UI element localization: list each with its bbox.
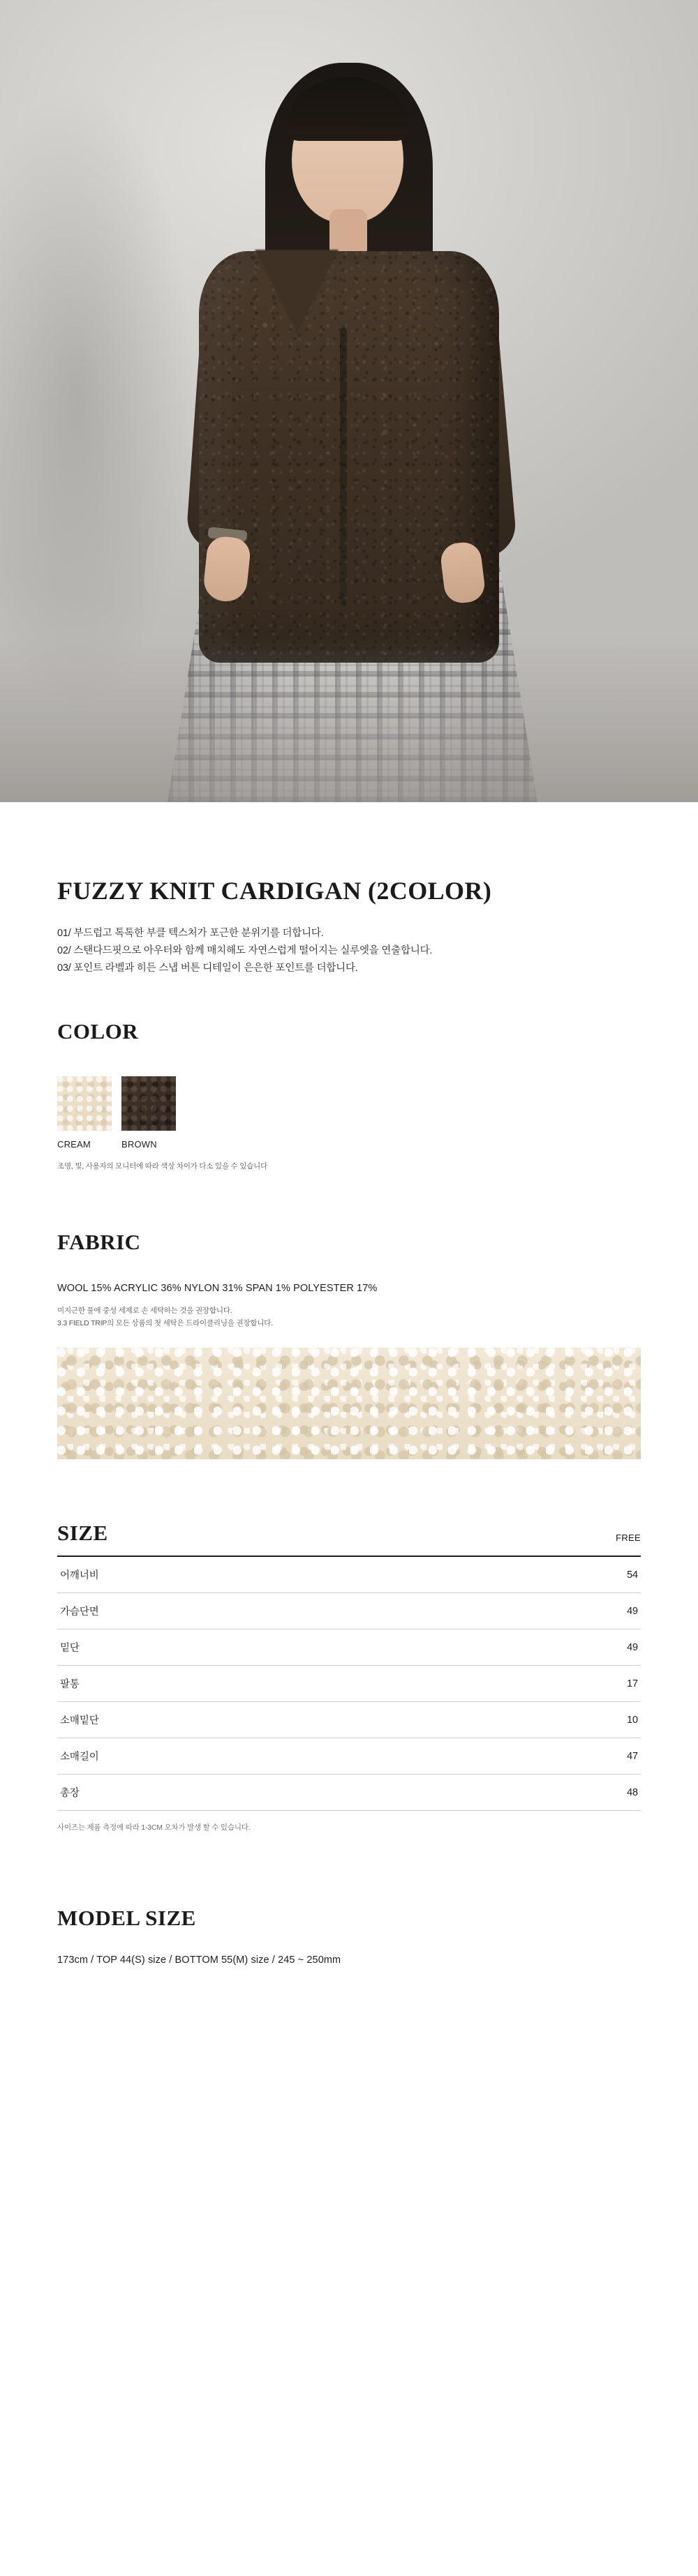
size-row-label: 팔통: [57, 1666, 481, 1702]
description-line-2: 02/ 스탠다드핏으로 아우터와 함께 매치해도 자연스럽게 떨어지는 실루엣을 연출합니다.: [57, 945, 433, 957]
size-row-value: 49: [481, 1593, 641, 1629]
color-option-cream[interactable]: [57, 1076, 112, 1150]
table-row: [57, 1593, 641, 1629]
size-row-value: 47: [481, 1738, 641, 1775]
description-line-1: 01/ 부드럽고 톡톡한 부클 텍스처가 포근한 분위기를 더합니다.: [57, 928, 324, 940]
table-row: [57, 1557, 641, 1593]
table-row: [57, 1775, 641, 1811]
size-section-heading: SIZE: [57, 1521, 108, 1546]
size-row-label: 소매밑단: [57, 1702, 481, 1738]
size-measurement-note: 사이즈는 제품 측정에 따라 1-3CM 오차가 발생 할 수 있습니다.: [57, 1823, 251, 1832]
fabric-composition: WOOL 15% ACRYLIC 36% NYLON 31% SPAN 1% POLYESTER 17%: [57, 1282, 378, 1294]
hero-product-image: [0, 0, 698, 802]
brown-swatch[interactable]: [121, 1076, 176, 1131]
detail-content: [0, 802, 698, 2049]
table-row: [57, 1666, 641, 1702]
size-row-value: 48: [481, 1775, 641, 1811]
size-row-label: 어깨너비: [57, 1557, 481, 1593]
fabric-section-heading: FABRIC: [57, 1229, 141, 1254]
table-row: [57, 1738, 641, 1775]
size-row-label: 밑단: [57, 1629, 481, 1666]
table-row: [57, 1629, 641, 1666]
cardigan-v-neckline: [255, 250, 339, 333]
fabric-care-line-2: 3.3 FIELD TRIP의 모든 상품의 첫 세탁은 드라이클리닝을 권장합니다.: [57, 1318, 273, 1327]
size-column-header-free: FREE: [616, 1532, 641, 1544]
size-row-label: 소매길이: [57, 1738, 481, 1775]
size-table-header: [57, 1521, 641, 1557]
brown-swatch-label: BROWN: [121, 1138, 157, 1150]
size-row-value: 17: [481, 1666, 641, 1702]
page-title: FUZZY KNIT CARDIGAN (2COLOR): [57, 877, 492, 905]
size-row-label: 총장: [57, 1775, 481, 1811]
size-row-value: 10: [481, 1702, 641, 1738]
product-description: [57, 925, 641, 977]
table-row: [57, 1702, 641, 1738]
cardigan-button-placket: [340, 328, 347, 607]
size-row-label: 가슴단면: [57, 1593, 481, 1629]
color-swatch-row: [57, 1076, 641, 1150]
description-line-3: 03/ 포인트 라벨과 히든 스냅 버튼 디테일이 은은한 포인트를 더합니다.: [57, 962, 358, 974]
cream-swatch[interactable]: [57, 1076, 112, 1131]
size-table: [57, 1557, 641, 1811]
color-section-heading: COLOR: [57, 1018, 139, 1044]
model-size-heading: MODEL SIZE: [57, 1905, 196, 1930]
size-row-value: 54: [481, 1557, 641, 1593]
model-size-text: 173cm / TOP 44(S) size / BOTTOM 55(M) size / 245 ~ 250mm: [57, 1954, 341, 1966]
size-row-value: 49: [481, 1629, 641, 1666]
color-option-brown[interactable]: [121, 1076, 176, 1150]
fabric-closeup-image: [57, 1348, 641, 1459]
color-disclaimer: 조명, 빛, 사용자의 모니터에 따라 색상 차이가 다소 있을 수 있습니다: [57, 1161, 268, 1170]
cream-swatch-label: CREAM: [57, 1138, 91, 1150]
hero-floor-gradient: [0, 635, 698, 802]
fabric-care-instructions: [57, 1305, 641, 1330]
fabric-care-line-1: 미지근한 물에 중성 세제로 손 세탁하는 것을 권장합니다.: [57, 1306, 232, 1315]
